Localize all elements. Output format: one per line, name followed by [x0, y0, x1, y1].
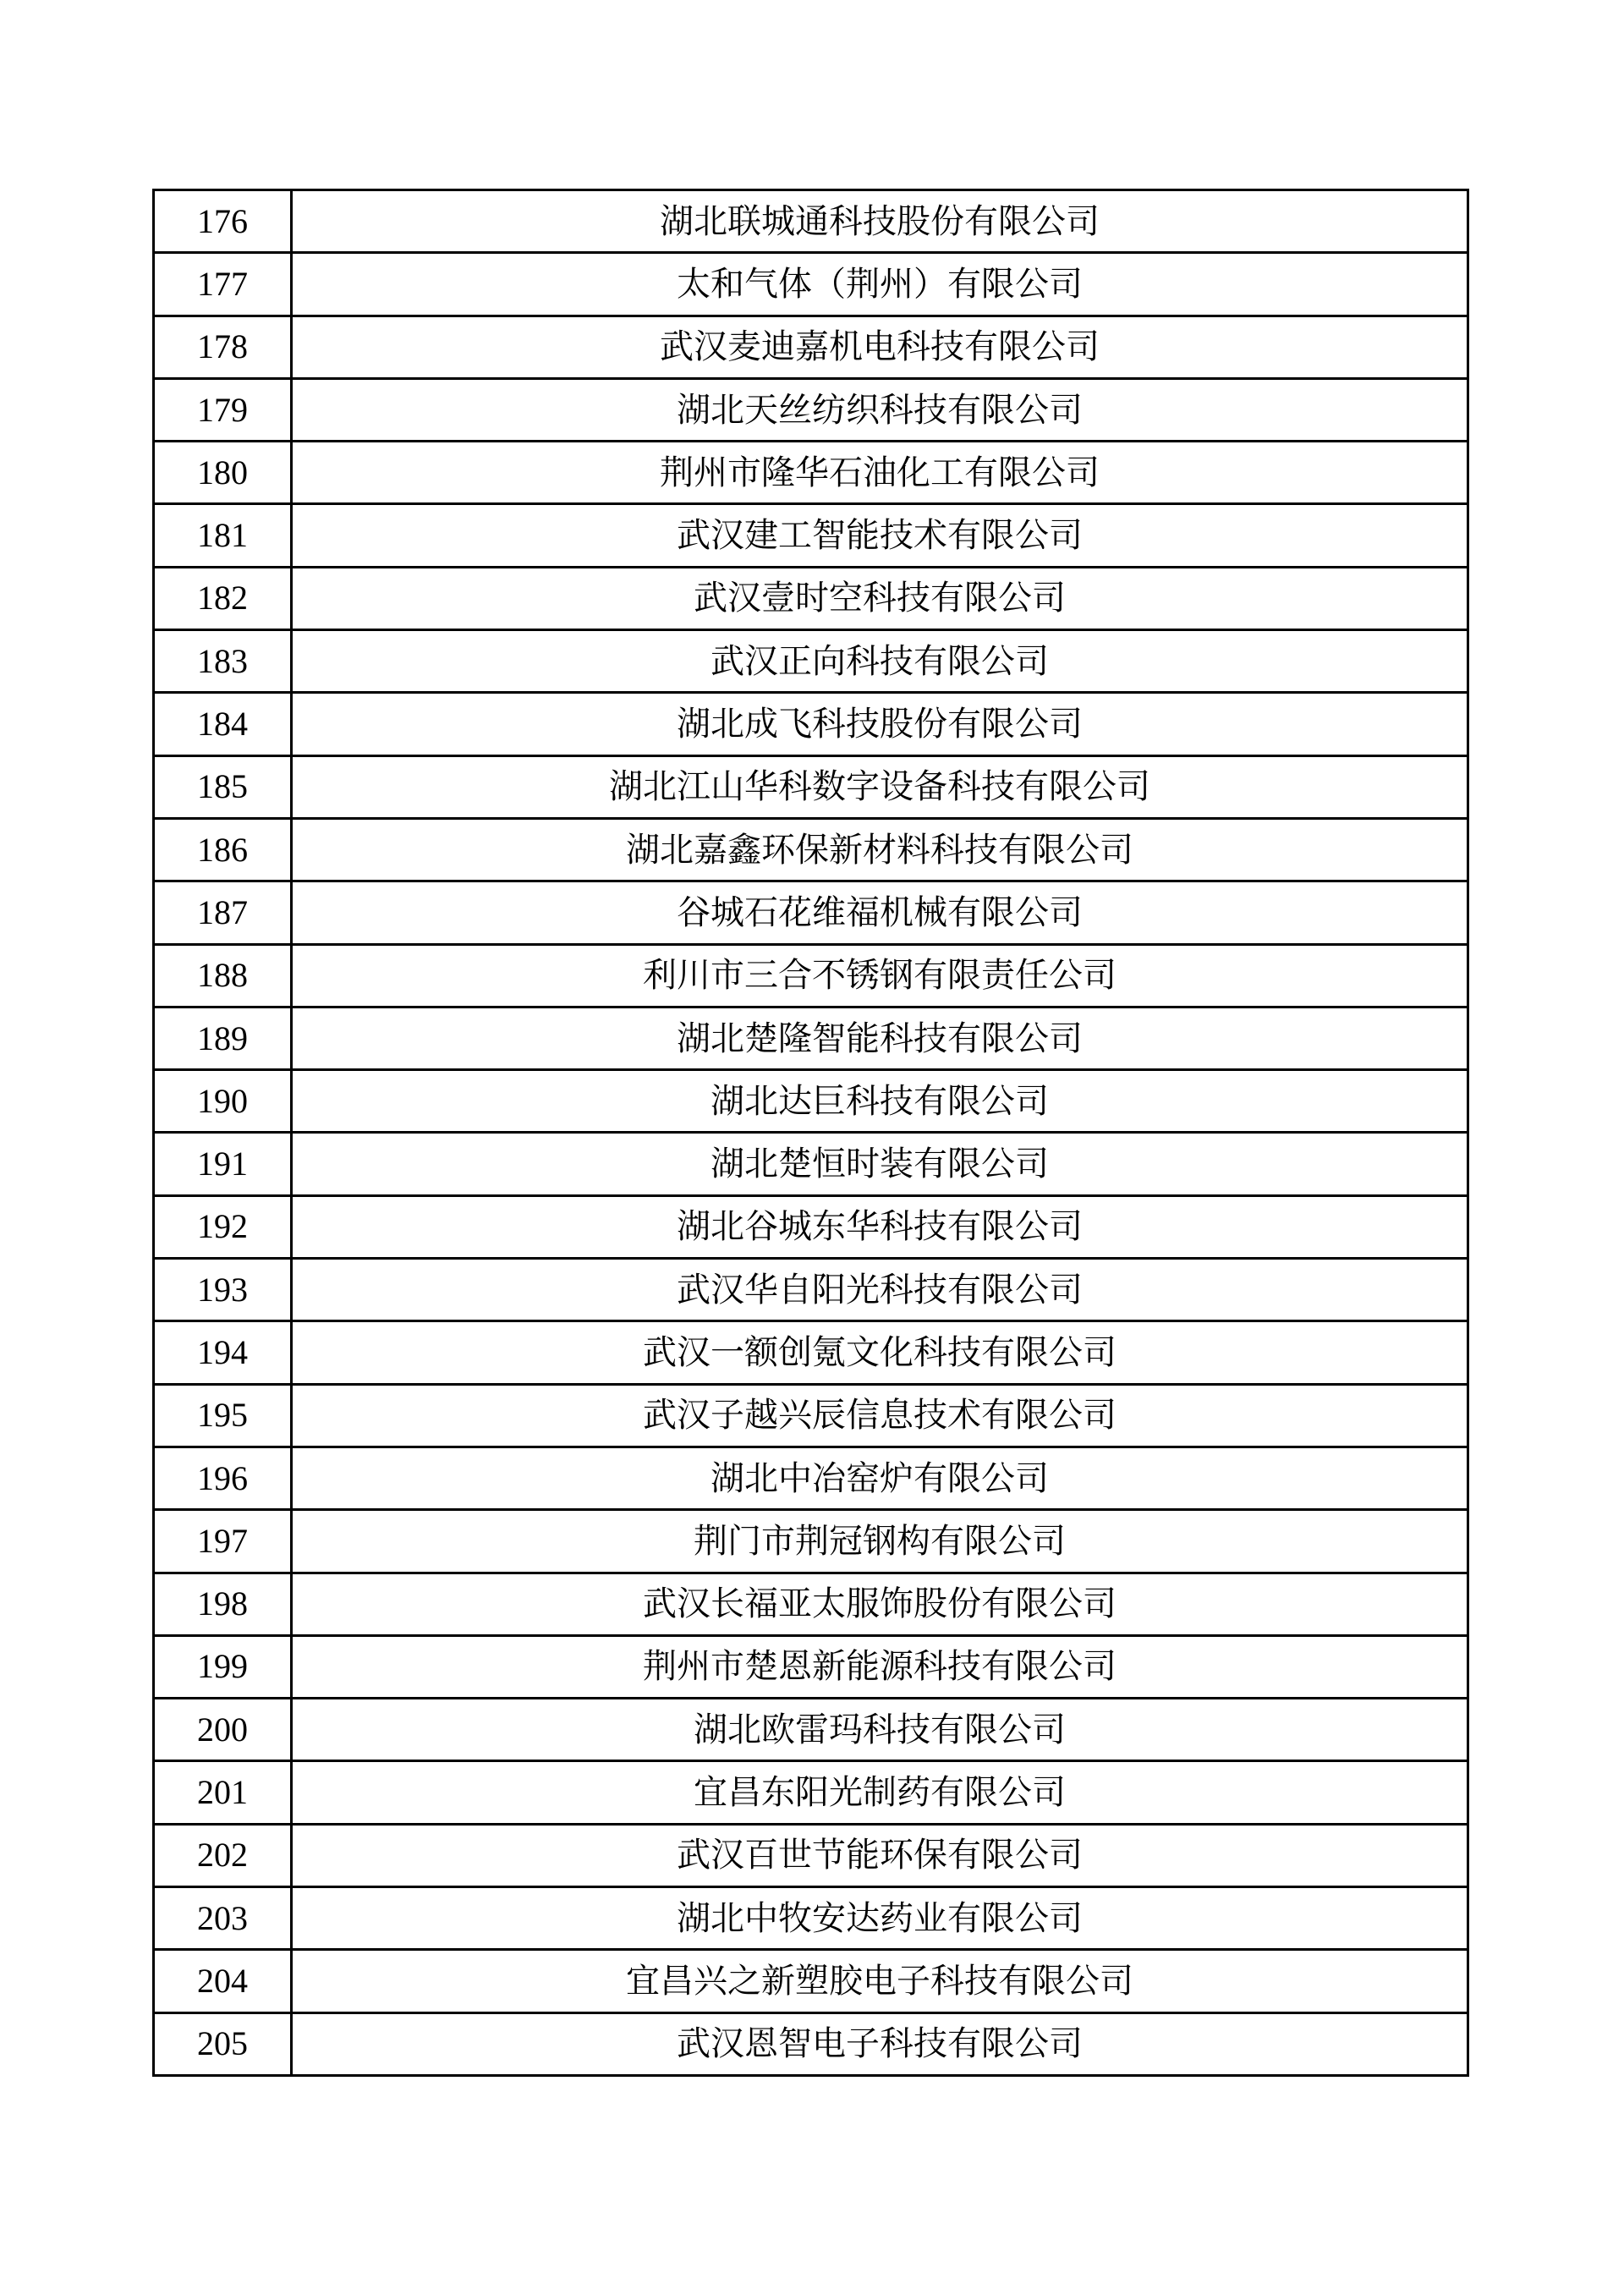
company-list-table — [152, 189, 1469, 2077]
company-name: 湖北中牧安达药业有限公司 — [292, 1887, 1468, 1950]
table-row — [154, 1950, 1468, 2012]
row-index: 190 — [154, 1070, 292, 1133]
row-index: 199 — [154, 1635, 292, 1698]
table-row — [154, 818, 1468, 881]
company-name: 荆州市隆华石油化工有限公司 — [292, 442, 1468, 504]
table-row — [154, 1195, 1468, 1258]
table-row — [154, 567, 1468, 629]
company-name: 荆门市荆冠钢构有限公司 — [292, 1510, 1468, 1573]
row-index: 192 — [154, 1195, 292, 1258]
table-row — [154, 316, 1468, 378]
table-row — [154, 1070, 1468, 1133]
table-row — [154, 1447, 1468, 1509]
company-name: 湖北联城通科技股份有限公司 — [292, 190, 1468, 253]
company-table-body — [154, 190, 1468, 2076]
table-row — [154, 755, 1468, 818]
company-name: 武汉华自阳光科技有限公司 — [292, 1259, 1468, 1321]
company-name: 太和气体（荆州）有限公司 — [292, 253, 1468, 316]
table-row — [154, 1824, 1468, 1886]
table-row — [154, 253, 1468, 316]
table-row — [154, 190, 1468, 253]
row-index: 187 — [154, 881, 292, 944]
table-row — [154, 2012, 1468, 2075]
row-index: 178 — [154, 316, 292, 378]
company-name: 荆州市楚恩新能源科技有限公司 — [292, 1635, 1468, 1698]
table-row — [154, 1761, 1468, 1824]
row-index: 195 — [154, 1384, 292, 1447]
table-row — [154, 504, 1468, 567]
table-row — [154, 1384, 1468, 1447]
company-name: 湖北达巨科技有限公司 — [292, 1070, 1468, 1133]
table-row — [154, 378, 1468, 441]
company-name: 湖北楚恒时装有限公司 — [292, 1133, 1468, 1195]
table-row — [154, 1573, 1468, 1635]
company-name: 谷城石花维福机械有限公司 — [292, 881, 1468, 944]
company-name: 宜昌东阳光制药有限公司 — [292, 1761, 1468, 1824]
table-row — [154, 1007, 1468, 1069]
table-row — [154, 1321, 1468, 1384]
table-row — [154, 630, 1468, 693]
row-index: 198 — [154, 1573, 292, 1635]
company-name: 武汉子越兴辰信息技术有限公司 — [292, 1384, 1468, 1447]
row-index: 201 — [154, 1761, 292, 1824]
company-name: 湖北江山华科数字设备科技有限公司 — [292, 755, 1468, 818]
table-row — [154, 1133, 1468, 1195]
company-name: 湖北天丝纺织科技有限公司 — [292, 378, 1468, 441]
row-index: 204 — [154, 1950, 292, 2012]
company-name: 湖北中冶窑炉有限公司 — [292, 1447, 1468, 1509]
row-index: 183 — [154, 630, 292, 693]
table-row — [154, 1259, 1468, 1321]
row-index: 191 — [154, 1133, 292, 1195]
row-index: 181 — [154, 504, 292, 567]
row-index: 185 — [154, 755, 292, 818]
table-row — [154, 944, 1468, 1007]
company-name: 武汉一额创氪文化科技有限公司 — [292, 1321, 1468, 1384]
company-name: 武汉长福亚太服饰股份有限公司 — [292, 1573, 1468, 1635]
row-index: 182 — [154, 567, 292, 629]
company-name: 武汉百世节能环保有限公司 — [292, 1824, 1468, 1886]
row-index: 203 — [154, 1887, 292, 1950]
table-row — [154, 1699, 1468, 1761]
company-name: 武汉麦迪嘉机电科技有限公司 — [292, 316, 1468, 378]
company-name: 湖北楚隆智能科技有限公司 — [292, 1007, 1468, 1069]
company-name: 湖北嘉鑫环保新材料科技有限公司 — [292, 818, 1468, 881]
company-name: 利川市三合不锈钢有限责任公司 — [292, 944, 1468, 1007]
row-index: 186 — [154, 818, 292, 881]
row-index: 180 — [154, 442, 292, 504]
row-index: 200 — [154, 1699, 292, 1761]
row-index: 194 — [154, 1321, 292, 1384]
row-index: 176 — [154, 190, 292, 253]
company-name: 武汉建工智能技术有限公司 — [292, 504, 1468, 567]
company-name: 宜昌兴之新塑胶电子科技有限公司 — [292, 1950, 1468, 2012]
table-row — [154, 881, 1468, 944]
row-index: 184 — [154, 693, 292, 755]
row-index: 189 — [154, 1007, 292, 1069]
table-row — [154, 1510, 1468, 1573]
company-name: 武汉正向科技有限公司 — [292, 630, 1468, 693]
row-index: 193 — [154, 1259, 292, 1321]
row-index: 202 — [154, 1824, 292, 1886]
row-index: 205 — [154, 2012, 292, 2075]
company-name: 湖北欧雷玛科技有限公司 — [292, 1699, 1468, 1761]
table-row — [154, 693, 1468, 755]
company-name: 武汉恩智电子科技有限公司 — [292, 2012, 1468, 2075]
company-name: 湖北成飞科技股份有限公司 — [292, 693, 1468, 755]
row-index: 177 — [154, 253, 292, 316]
table-row — [154, 1887, 1468, 1950]
row-index: 179 — [154, 378, 292, 441]
table-row — [154, 1635, 1468, 1698]
row-index: 197 — [154, 1510, 292, 1573]
company-name: 湖北谷城东华科技有限公司 — [292, 1195, 1468, 1258]
company-name: 武汉壹时空科技有限公司 — [292, 567, 1468, 629]
table-row — [154, 442, 1468, 504]
row-index: 196 — [154, 1447, 292, 1509]
row-index: 188 — [154, 944, 292, 1007]
